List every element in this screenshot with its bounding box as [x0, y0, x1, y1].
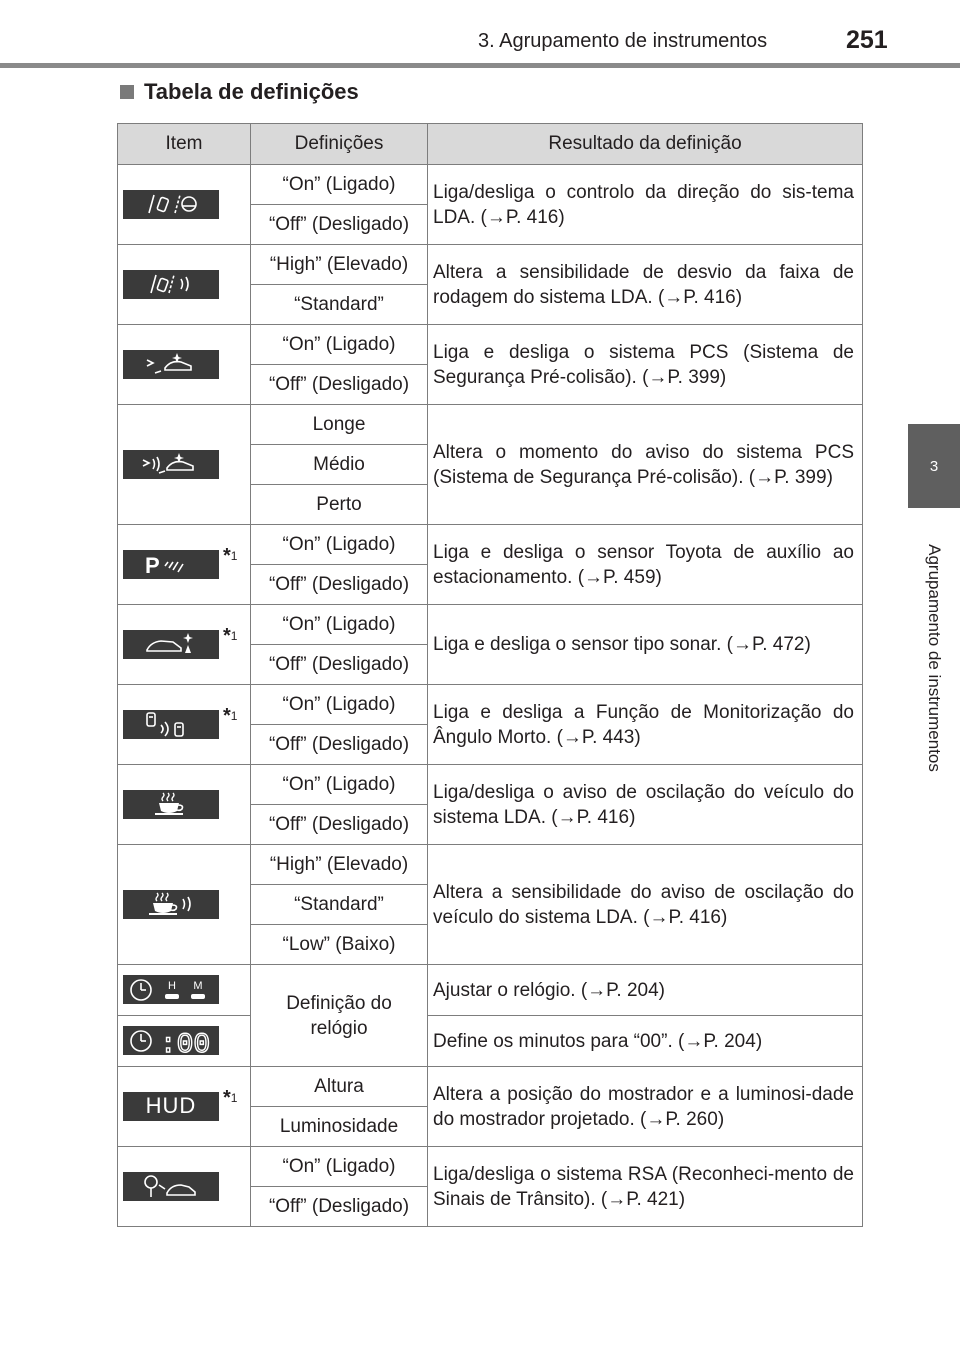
table-row: [118, 965, 863, 1016]
footnote-marker: *$^1$: [223, 1086, 238, 1109]
hud-icon: [123, 1092, 219, 1121]
lda-steering-icon: [123, 190, 219, 219]
column-header-item: Item: [118, 124, 251, 165]
table-row: [118, 605, 863, 645]
item-cell: [118, 525, 251, 605]
clock-zero-label: :00: [159, 1029, 211, 1055]
setting-cell: “Off” (Desligado): [251, 365, 428, 405]
table-row: [118, 405, 863, 445]
header-rule: [0, 63, 960, 68]
clock-hm-icon: [123, 975, 219, 1004]
clock-zero-minutes-icon: [123, 1026, 219, 1055]
table-row: [118, 1147, 863, 1187]
clock-h-label: H: [168, 979, 176, 992]
item-cell: [118, 325, 251, 405]
setting-cell: “On” (Ligado): [251, 1147, 428, 1187]
item-cell: [118, 1016, 251, 1067]
setting-cell: Definição do relógio: [251, 965, 428, 1067]
result-cell: Altera a sensibilidade do aviso de oscilação do veículo do sistema LDA. (→P. 416): [428, 845, 863, 965]
page-number: 251: [846, 26, 888, 54]
result-cell: Liga e desliga o sistema PCS (Sistema de Segurança Pré-colisão). (→P. 399): [428, 325, 863, 405]
footnote-marker: *$^1$: [223, 624, 238, 647]
header-title: 3. Agrupamento de instrumentos: [478, 30, 768, 52]
result-cell: Liga/desliga o aviso de oscilação do veículo do sistema LDA. (→P. 416): [428, 765, 863, 845]
result-cell: Liga/desliga o controlo da direção do sis-tema LDA. (→P. 416): [428, 165, 863, 245]
setting-cell: Luminosidade: [251, 1107, 428, 1147]
parking-assist-icon: [123, 550, 219, 579]
setting-cell: “On” (Ligado): [251, 525, 428, 565]
result-cell: Liga e desliga o sensor tipo sonar. (→P. 472): [428, 605, 863, 685]
setting-cell: “Off” (Desligado): [251, 205, 428, 245]
setting-cell: “Off” (Desligado): [251, 805, 428, 845]
svg-text:P: P: [145, 553, 160, 576]
setting-cell: “Off” (Desligado): [251, 565, 428, 605]
result-cell: Liga e desliga o sensor Toyota de auxílio ao estacionamento. (→P. 459): [428, 525, 863, 605]
setting-cell: “Low” (Baixo): [251, 925, 428, 965]
item-cell: [118, 1067, 251, 1147]
item-cell: [118, 1147, 251, 1227]
setting-cell: “High” (Elevado): [251, 245, 428, 285]
setting-cell: “On” (Ligado): [251, 605, 428, 645]
table-row: [118, 245, 863, 285]
result-cell: Altera a posição do mostrador e a luminosi-dade do mostrador projetado. (→P. 260): [428, 1067, 863, 1147]
chapter-label: Agrupamento de instrumentos: [925, 544, 944, 772]
chapter-number: 3: [929, 457, 939, 475]
result-cell: Define os minutos para “00”. (→P. 204): [428, 1016, 863, 1067]
table-row: [118, 765, 863, 805]
table-row: [118, 1016, 863, 1067]
square-bullet-icon: [120, 85, 134, 99]
result-cell: Liga e desliga a Função de Monitorização do Ângulo Morto. (→P. 443): [428, 685, 863, 765]
setting-cell: “On” (Ligado): [251, 685, 428, 725]
chapter-tab: [908, 424, 960, 508]
setting-cell: “Standard”: [251, 885, 428, 925]
column-header-settings: Definições: [251, 124, 428, 165]
table-header-row: [118, 124, 863, 165]
sonar-icon: [123, 630, 219, 659]
pcs-icon: [123, 350, 219, 379]
setting-cell: “Off” (Desligado): [251, 1187, 428, 1227]
result-cell: Altera a sensibilidade de desvio da faixa de rodagem do sistema LDA. (→P. 416): [428, 245, 863, 325]
sway-sensitivity-icon: [123, 890, 219, 919]
footnote-marker: *$^1$: [223, 704, 238, 727]
item-cell: [118, 685, 251, 765]
item-cell: [118, 765, 251, 845]
footnote-marker: *$^1$: [223, 544, 238, 567]
settings-table: [117, 123, 863, 1227]
item-cell: [118, 845, 251, 965]
item-cell: [118, 965, 251, 1016]
section-title-text: Tabela de definições: [144, 79, 359, 104]
setting-cell: Longe: [251, 405, 428, 445]
blind-spot-icon: [123, 710, 219, 739]
setting-cell: “High” (Elevado): [251, 845, 428, 885]
setting-cell: “Off” (Desligado): [251, 725, 428, 765]
setting-cell: Perto: [251, 485, 428, 525]
table-row: [118, 165, 863, 205]
setting-cell: “On” (Ligado): [251, 765, 428, 805]
setting-cell: “Standard”: [251, 285, 428, 325]
result-cell: Altera o momento do aviso do sistema PCS (Sistema de Segurança Pré-colisão). (→P. 399): [428, 405, 863, 525]
item-cell: [118, 245, 251, 325]
result-cell: Ajustar o relógio. (→P. 204): [428, 965, 863, 1016]
hud-label: HUD: [145, 1093, 197, 1118]
table-row: [118, 325, 863, 365]
table-row: [118, 685, 863, 725]
setting-cell: Altura: [251, 1067, 428, 1107]
sway-warning-icon: [123, 790, 219, 819]
table-row: [118, 525, 863, 565]
lda-sensitivity-icon: [123, 270, 219, 299]
table-row: [118, 1067, 863, 1107]
section-title: [120, 79, 359, 105]
rsa-icon: [123, 1172, 219, 1201]
setting-cell: “Off” (Desligado): [251, 645, 428, 685]
setting-cell: “On” (Ligado): [251, 325, 428, 365]
setting-cell: “On” (Ligado): [251, 165, 428, 205]
clock-m-label: M: [193, 979, 203, 992]
result-cell: Liga/desliga o sistema RSA (Reconheci-mento de Sinais de Trânsito). (→P. 421): [428, 1147, 863, 1227]
item-cell: [118, 405, 251, 525]
setting-cell: Médio: [251, 445, 428, 485]
item-cell: [118, 605, 251, 685]
column-header-result: Resultado da definição: [428, 124, 863, 165]
pcs-timing-icon: [123, 450, 219, 479]
item-cell: [118, 165, 251, 245]
table-row: [118, 845, 863, 885]
